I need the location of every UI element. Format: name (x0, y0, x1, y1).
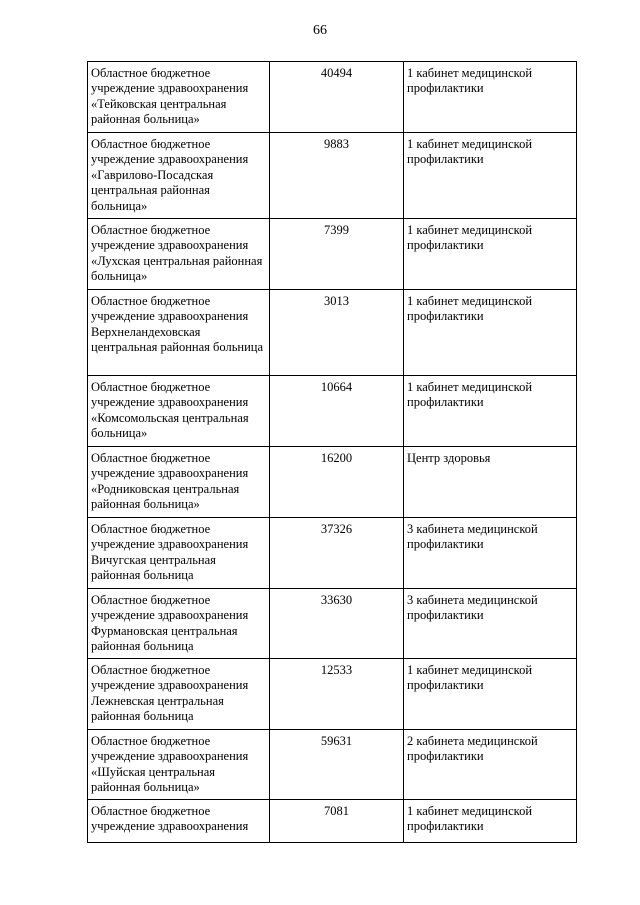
org-name-cell: Областное бюджетное учреждение здравоохранения Фурмановская центральная районная больница (88, 589, 270, 659)
facility-note-cell: 1 кабинет медицинской профилактики (404, 62, 577, 133)
table-row (88, 62, 577, 133)
org-name-cell: Областное бюджетное учреждение здравоохранения «Шуйская центральная районная больница» (88, 730, 270, 800)
facility-note-cell: Центр здоровья (404, 447, 577, 518)
table-row (88, 376, 577, 447)
population-count-cell: 37326 (270, 518, 404, 589)
population-count-cell: 10664 (270, 376, 404, 447)
page-number: 66 (313, 23, 327, 38)
population-count-cell: 12533 (270, 659, 404, 730)
facility-note-cell: 1 кабинет медицинской профилактики (404, 659, 577, 730)
facility-note-cell: 1 кабинет медицинской профилактики (404, 800, 577, 843)
org-name-cell: Областное бюджетное учреждение здравоохранения Лежневская центральная районная больница (88, 659, 270, 730)
facility-note-cell: 3 кабинета медицинской профилактики (404, 518, 577, 589)
org-name-cell: Областное бюджетное учреждение здравоохранения «Гаврилово-Посадская центральная районная больница» (88, 133, 270, 219)
org-name-cell: Областное бюджетное учреждение здравоохранения «Комсомольская центральная больница» (88, 376, 270, 447)
population-count-cell: 7081 (270, 800, 404, 843)
facility-note-cell: 1 кабинет медицинской профилактики (404, 133, 577, 219)
facility-note-cell: 1 кабинет медицинской профилактики (404, 376, 577, 447)
population-count-cell: 59631 (270, 730, 404, 800)
org-name-cell: Областное бюджетное учреждение здравоохранения Верхнеландеховская центральная районная больница (88, 290, 270, 376)
facility-note-cell: 3 кабинета медицинской профилактики (404, 589, 577, 659)
facility-note-cell: 1 кабинет медицинской профилактики (404, 290, 577, 376)
population-count-cell: 40494 (270, 62, 404, 133)
org-name-cell: Областное бюджетное учреждение здравоохранения (88, 800, 270, 843)
org-name-cell: Областное бюджетное учреждение здравоохранения «Родниковская центральная районная больница» (88, 447, 270, 518)
org-name-cell: Областное бюджетное учреждение здравоохранения «Тейковская центральная районная больница» (88, 62, 270, 133)
table-row (88, 800, 577, 843)
table-row (88, 133, 577, 219)
population-count-cell: 33630 (270, 589, 404, 659)
population-count-cell: 3013 (270, 290, 404, 376)
table-row (88, 290, 577, 376)
org-name-cell: Областное бюджетное учреждение здравоохранения «Лухская центральная районная больница» (88, 219, 270, 290)
population-count-cell: 16200 (270, 447, 404, 518)
facilities-table (87, 61, 577, 843)
table-row (88, 730, 577, 800)
table-row (88, 659, 577, 730)
facility-note-cell: 1 кабинет медицинской профилактики (404, 219, 577, 290)
facility-note-cell: 2 кабинета медицинской профилактики (404, 730, 577, 800)
table-row (88, 219, 577, 290)
table-row (88, 589, 577, 659)
table-row (88, 447, 577, 518)
org-name-cell: Областное бюджетное учреждение здравоохранения Вичугская центральная районная больница (88, 518, 270, 589)
population-count-cell: 9883 (270, 133, 404, 219)
population-count-cell: 7399 (270, 219, 404, 290)
table-row (88, 518, 577, 589)
